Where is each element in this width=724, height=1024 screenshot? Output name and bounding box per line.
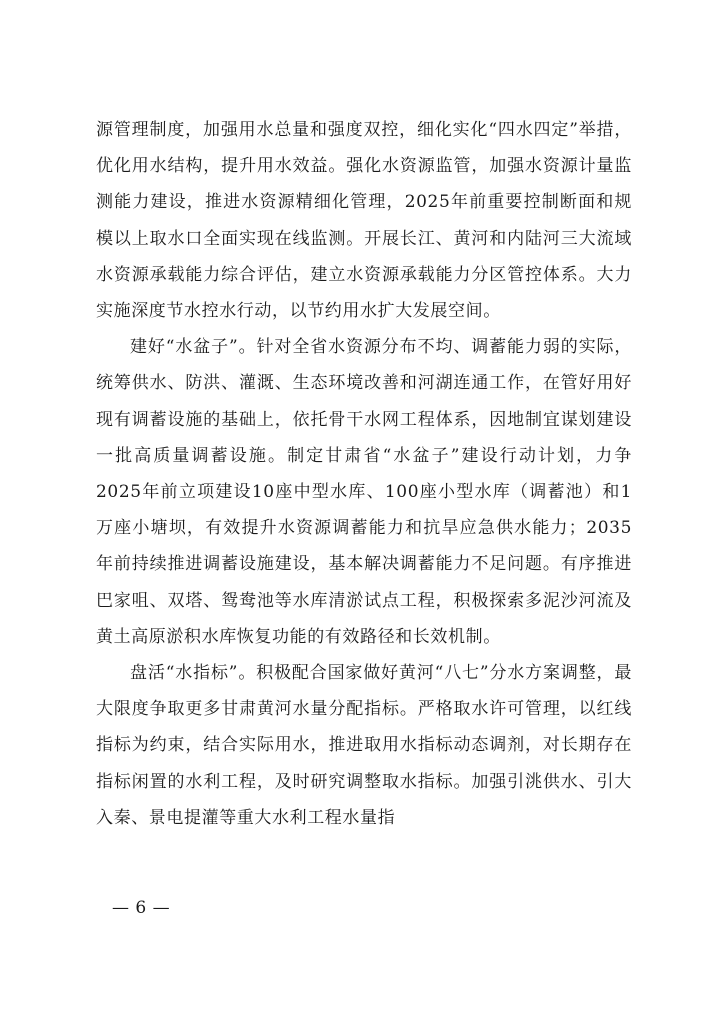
page-number: — 6 — xyxy=(112,898,171,918)
paragraph-water-management: 源管理制度，加强用水总量和强度双控，细化实化“四水四定”举措，优化用水结构，提升用水效益。强化水资源监管，加强水资源计量监测能力建设，推进水资源精细化管理，2025年前重要控制断面和规模以上取水口全面实现在线监测。开展长江、黄河和内陆河三大流域水资源承载能力综合评估，建立水资源承载能力分区管控体系。大力实施深度节水控水行动，以节约用水扩大发展空间。 xyxy=(96,120,632,322)
body-text xyxy=(96,112,632,836)
paragraph-water-basin: 建好“水盆子”。针对全省水资源分布不均、调蓄能力弱的实际，统筹供水、防洪、灌溉、生态环境改善和河湖连通工作，在管好用好现有调蓄设施的基础上，依托骨干水网工程体系，因地制宜谋划建设一批高质量调蓄设施。制定甘肃省“水盆子”建设行动计划，力争2025年前立项建设10座中型水库、100座小型水库（调蓄池）和1万座小塘坝，有效提升水资源调蓄能力和抗旱应急供水能力；2035年前持续推进调蓄设施建设，基本解决调蓄能力不足问题。有序推进巴家咀、双塔、鸳鸯池等水库清淤试点工程，积极探索多泥沙河流及黄土高原淤积水库恢复功能的有效路径和长效机制。 xyxy=(96,337,632,647)
paragraph-water-indicators: 盘活“水指标”。积极配合国家做好黄河“八七”分水方案调整，最大限度争取更多甘肃黄河水量分配指标。严格取水许可管理，以红线指标为约束，结合实际用水，推进取用水指标动态调剂，对长期存在指标闲置的水利工程，及时研究调整取水指标。加强引洮供水、引大入秦、景电提灌等重大水利工程水量指 xyxy=(96,663,632,828)
